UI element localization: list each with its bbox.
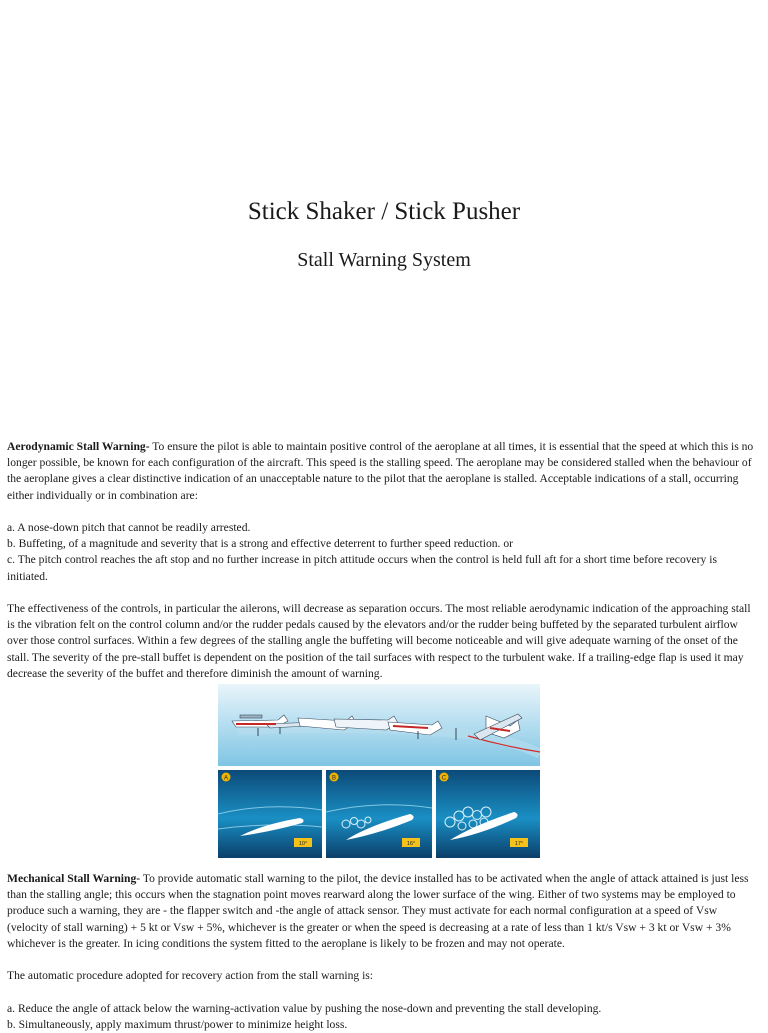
page-title: Stick Shaker / Stick Pusher [247,198,521,225]
panel-b-letter: B [331,775,337,782]
airflow-panel-b [326,770,432,858]
aerodynamic-intro-paragraph [7,439,759,504]
mechanical-heading: Mechanical Stall Warning- [7,872,141,885]
stall-indication-c: c. The pitch control reaches the aft stop and no further increase in pitch attitude occurs when the control is held full aft for a short time before recovery is initiated. [7,553,717,583]
stall-illustration [218,684,540,858]
aerodynamic-intro-text: To ensure the pilot is able to maintain positive control of the aeroplane at all times, it is essential that the speed at which this is no longer possible, be known for each configuration of the aircraft. This speed is the stalling speed. The aeroplane may be considered stalled when the behaviour of the aeroplane gives a clear distinctive indication of an unacceptable nature to the pilot that the aeroplane is stalled. Acceptable indications of a stall, occurring either individually or in combination are: [7,440,754,502]
recovery-step-a: a. Reduce the angle of attack below the warning-activation value by pushing the nose-down and preventing the stall developing. [7,1001,602,1015]
airflow-panel-c [436,770,540,858]
controls-effectiveness-paragraph: The effectiveness of the controls, in particular the ailerons, will decrease as separation occurs. The most reliable aerodynamic indication of the approaching stall is the vibration felt on the control column and/or the rudder pedals caused by the elevators and/or the rudder being buffeted by the separated turbulent airflow over those control surfaces. Within a few degrees of the stalling angle the buffeting will become noticeable and will give adequate warning of the onset of the stall. The severity of the pre-stall buffet is dependent on the position of the tail surfaces with respect to the turbulent wake. If a trailing-edge flap is used it may decrease the severity of the buffet and therefore diminish the amount of warning. [7,602,751,680]
panel-a-angle: 10° [298,841,308,847]
page-subtitle: Stall Warning System [297,249,471,271]
aerodynamic-heading: Aerodynamic Stall Warning- [7,440,150,453]
aircraft-sequence-panel [218,684,540,770]
recovery-procedure-intro: The automatic procedure adopted for recovery action from the stall warning is: [7,969,374,983]
panel-b-angle: 16° [406,841,416,847]
aerodynamic-stall-section [7,439,759,682]
stall-indication-a: a. A nose-down pitch that cannot be readily arrested. [7,521,251,534]
mechanical-text: To provide automatic stall warning to the pilot, the device installed has to be activated when the angle of attack attained is just less than the stalling angle; this occurs when the stagnation point moves rearward along the lower surface of the wing. Either of two systems may be employed to produce such a warning, they are - the flapper switch and -the angle of attack sensor. They must activate for each normal configuration at a speed of Vsw (velocity of stall warning) + 5 kt or Vsw + 5%, whichever is the greater or when the speed is decreasing at a rate of less than 1 kt/s Vsw + 3 kt or Vsw + 3% whichever is the greater. In icing conditions the system fitted to the aeroplane is likely to be frozen and may not operate. [7,872,749,950]
mechanical-intro-paragraph [7,871,759,952]
panel-c-angle: 17° [514,841,524,847]
panel-c-letter: C [441,775,447,782]
stall-indication-b: b. Buffeting, of a magnitude and severity that is a strong and effective deterrent to further speed reduction. or [7,537,513,551]
panel-a-letter: A [223,775,229,782]
recovery-step-b: b. Simultaneously, apply maximum thrust/power to minimize height loss. [7,1017,348,1031]
mechanical-stall-section [7,871,759,1033]
airflow-panel-a [218,770,322,858]
